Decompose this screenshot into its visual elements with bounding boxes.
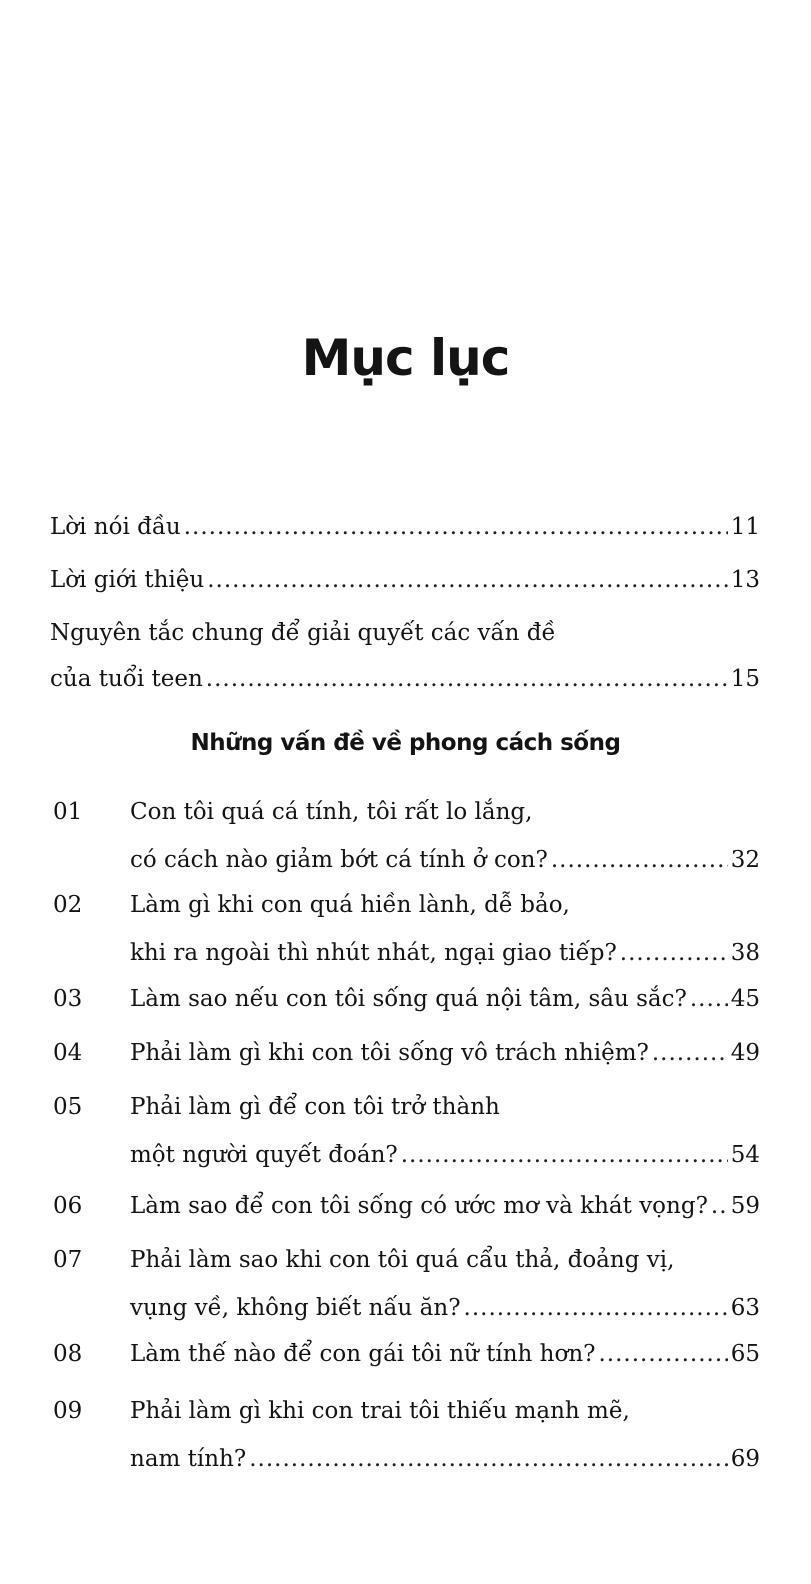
item-title: Phải làm gì khi con trai tôi thiếu mạnh mẽ, <box>130 1398 630 1424</box>
dot-leader <box>401 1138 728 1172</box>
toc-item[interactable] <box>130 1036 760 1084</box>
page-number: 45 <box>730 986 760 1012</box>
entry-title-cont: của tuổi teen <box>50 666 203 692</box>
toc-item[interactable] <box>130 982 760 1030</box>
item-title: Làm sao để con tôi sống có ước mơ và khát vọng? <box>130 1193 708 1219</box>
dot-leader <box>652 1036 728 1070</box>
entry-title: Lời nói đầu <box>50 514 181 540</box>
item-title: Phải làm gì khi con tôi sống vô trách nhiệm? <box>130 1040 649 1066</box>
entry-title: Nguyên tắc chung để giải quyết các vấn đề <box>50 620 556 646</box>
toc-item[interactable] <box>130 1243 760 1339</box>
item-number: 01 <box>53 799 83 825</box>
item-title: Phải làm sao khi con tôi quá cẩu thả, đoảng vị, <box>130 1247 675 1273</box>
dot-leader <box>711 1189 728 1223</box>
toc-entry[interactable] <box>50 563 760 611</box>
dot-leader <box>206 662 728 696</box>
page-number: 49 <box>730 1040 760 1066</box>
item-title-cont: vụng về, không biết nấu ăn? <box>130 1295 461 1321</box>
toc-item[interactable] <box>130 1337 760 1385</box>
dot-leader <box>620 936 728 970</box>
item-title: Phải làm gì để con tôi trở thành <box>130 1094 500 1120</box>
page-number: 54 <box>730 1142 760 1168</box>
toc-entry[interactable] <box>50 616 760 710</box>
entry-title: Lời giới thiệu <box>50 567 205 593</box>
page-number: 69 <box>730 1446 760 1472</box>
page-number: 63 <box>730 1295 760 1321</box>
page-number: 59 <box>730 1193 760 1219</box>
item-number: 06 <box>53 1193 83 1219</box>
item-title-cont: nam tính? <box>130 1446 247 1472</box>
item-number: 04 <box>53 1040 83 1066</box>
dot-leader <box>464 1291 728 1325</box>
item-title-cont: khi ra ngoài thì nhút nhát, ngại giao tiếp? <box>130 940 617 966</box>
page-title: Mục lục <box>301 329 510 387</box>
dot-leader <box>551 843 728 877</box>
dot-leader <box>184 510 728 544</box>
item-number: 07 <box>53 1247 83 1273</box>
dot-leader <box>690 982 728 1016</box>
page-number: 15 <box>730 666 760 692</box>
item-title-cont: có cách nào giảm bớt cá tính ở con? <box>130 847 548 873</box>
toc-item[interactable] <box>130 888 760 984</box>
toc-item[interactable] <box>130 1090 760 1186</box>
item-title: Làm gì khi con quá hiền lành, dễ bảo, <box>130 892 570 918</box>
item-number: 03 <box>53 986 83 1012</box>
item-title: Con tôi quá cá tính, tôi rất lo lắng, <box>130 799 533 825</box>
toc-item[interactable] <box>130 795 760 891</box>
toc-entry[interactable] <box>50 510 760 558</box>
section-heading: Những vấn đề về phong cách sống <box>190 730 621 756</box>
page-number: 13 <box>730 567 760 593</box>
dot-leader <box>207 563 728 597</box>
item-number: 02 <box>53 892 83 918</box>
page-number: 11 <box>730 514 760 540</box>
page-number: 65 <box>730 1341 760 1367</box>
item-number: 08 <box>53 1341 83 1367</box>
dot-leader <box>598 1337 727 1371</box>
item-number: 05 <box>53 1094 83 1120</box>
page-number: 38 <box>730 940 760 966</box>
item-title: Làm thế nào để con gái tôi nữ tính hơn? <box>130 1341 596 1367</box>
toc-item[interactable] <box>130 1394 760 1490</box>
item-number: 09 <box>53 1398 83 1424</box>
item-title: Làm sao nếu con tôi sống quá nội tâm, sâu sắc? <box>130 986 687 1012</box>
item-title-cont: một người quyết đoán? <box>130 1142 398 1168</box>
page-number: 32 <box>730 847 760 873</box>
dot-leader <box>249 1442 728 1476</box>
toc-item[interactable] <box>130 1189 760 1237</box>
